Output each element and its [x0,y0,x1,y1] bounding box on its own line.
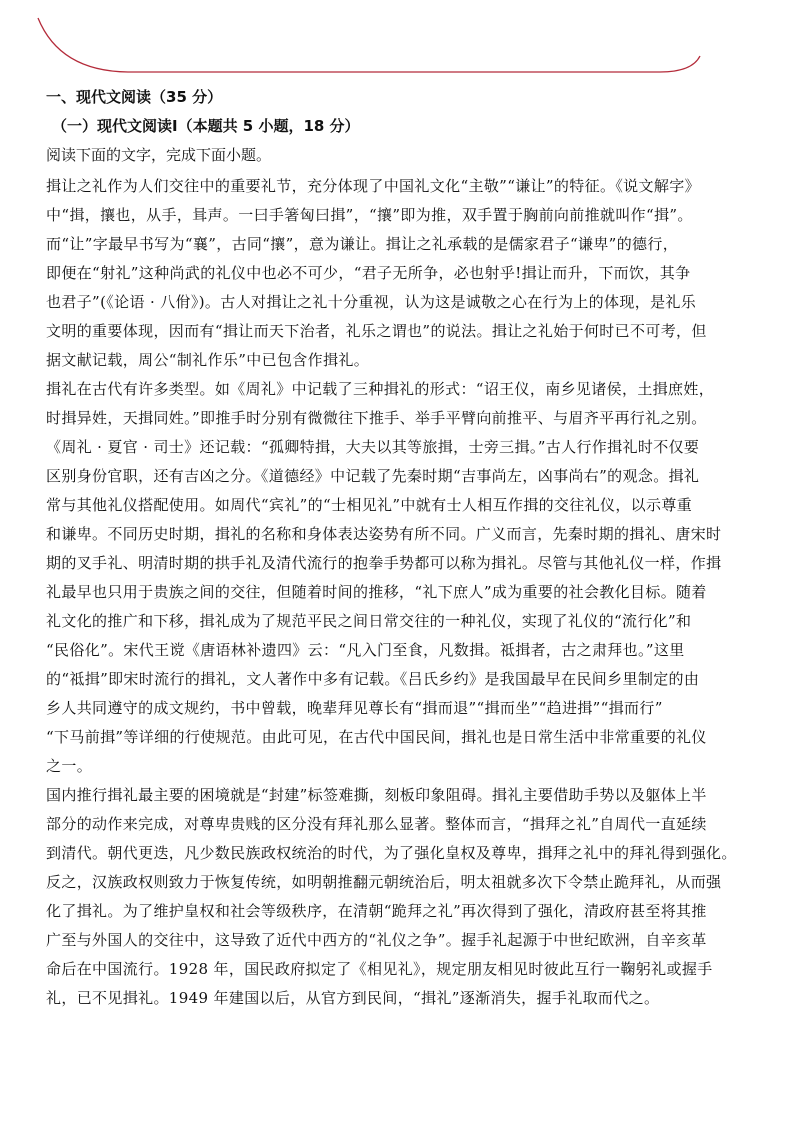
paragraph-line: 乡人共同遵守的成文规约，书中曾载，晚辈拜见尊长有“揖而退”“揖而坐”“趋进揖”“揖而行” [46,699,663,717]
header-decorative-curve [0,0,794,80]
paragraph-line: 之一。 [46,757,93,775]
paragraph-line: 和谦卑。不同历史时期，揖礼的名称和身体表达姿势有所不同。广义而言，先秦时期的揖礼、唐宋时 [46,525,722,543]
paragraph-line: 礼最早也只用于贵族之间的交往，但随着时间的推移，“礼下庶人”成为重要的社会教化目标。随着 [46,583,707,601]
paragraph-line: 期的叉手礼、明清时期的拱手礼及清代流行的抱拳手势都可以称为揖礼。尽管与其他礼仪一样，作揖 [46,554,722,572]
paragraph-line: 的“祗揖”即宋时流行的揖礼，文人著作中多有记载。《吕氏乡约》是我国最早在民间乡里制定的由 [46,670,700,688]
paragraph-line: 礼文化的推广和下移，揖礼成为了规范平民之间日常交往的一种礼仪，实现了礼仪的“流行化”和 [46,612,692,630]
paragraph-2 [46,375,776,781]
paragraph-3 [46,781,776,1013]
paragraph-line: 中“揖，攘也，从手，咠声。一曰手箸匈曰揖”，“攘”即为推，双手置于胸前向前推就叫作“揖”。 [46,206,693,224]
paragraph-line: 常与其他礼仪搭配使用。如周代“宾礼”的“士相见礼”中就有士人相互作揖的交往礼仪，以示尊重 [46,496,693,514]
paragraph-line: 揖礼在古代有许多类型。如《周礼》中记载了三种揖礼的形式：“诏王仪，南乡见诸侯，土揖庶姓， [46,380,715,398]
paragraph-line: 《周礼 · 夏官 · 司士》还记载：“孤卿特揖，大夫以其等旅揖，士旁三揖。”古人行作揖礼时不仅要 [46,438,700,456]
paragraph-line: 部分的动作来完成，对尊卑贵贱的区分没有拜礼那么显著。整体而言，“揖拜之礼”自周代一直延续 [46,815,707,833]
paragraph-line: 据文献记载，周公“制礼作乐”中已包含作揖礼。 [46,351,370,369]
paragraph-line: 国内推行揖礼最主要的困境就是“封建”标签难撕，刻板印象阻碍。揖礼主要借助手势以及躯体上半 [46,786,707,804]
paragraph-line: 区别身份官职，还有吉凶之分。《道德经》中记载了先秦时期“吉事尚左，凶事尚右”的观念。揖礼 [46,467,700,485]
paragraph-line: 化了揖礼。为了维护皇权和社会等级秩序，在清朝“跪拜之礼”再次得到了强化，清政府甚至将其推 [46,902,707,920]
paragraph-line: 到清代。朝代更迭，凡少数民族政权统治的时代，为了强化皇权及尊卑，揖拜之礼中的拜礼得到强化。 [46,844,737,862]
paragraph-line: 文明的重要体现，因而有“揖让而天下治者，礼乐之谓也”的说法。揖让之礼始于何时已不可考，但 [46,322,707,340]
sub-title: （一）现代文阅读Ⅰ（本题共 5 小题，18 分） [52,117,360,135]
paragraph-1 [46,172,776,375]
paragraph-line: “下马前揖”等详细的行使规范。由此可见，在古代中国民间，揖礼也是日常生活中非常重要的礼仪 [46,728,707,746]
paragraph-line: 反之，汉族政权则致力于恢复传统，如明朝推翻元朝统治后，明太祖就多次下令禁止跪拜礼，从而强 [46,873,722,891]
paragraph-line: 命后在中国流行。1928 年，国民政府拟定了《相见礼》，规定朋友相见时彼此互行一鞠躬礼或握手 [46,960,713,978]
paragraph-line: 而“让”字最早书写为“襄”，古同“攘”，意为谦让。揖让之礼承载的是儒家君子“谦卑”的德行， [46,235,679,253]
reading-instruction: 阅读下面的文字，完成下面小题。 [46,146,272,164]
document-body [46,86,776,1013]
paragraph-line: 也君子”(《论语 · 八佾》)。古人对揖让之礼十分重视，认为这是诚敬之心在行为上的体现，是礼乐 [46,293,697,311]
section-title: 一、现代文阅读（35 分） [46,88,223,106]
paragraph-line: 揖让之礼作为人们交往中的重要礼节，充分体现了中国礼文化“主敬”“谦让”的特征。《说文解字》 [46,177,700,195]
paragraph-line: 即便在“射礼”这种尚武的礼仪中也必不可少，“君子无所争，必也射乎!揖让而升，下而饮，其争 [46,264,691,282]
paragraph-line: 礼，已不见揖礼。1949 年建国以后，从官方到民间，“揖礼”逐渐消失，握手礼取而代之。 [46,989,660,1007]
paragraph-line: 广至与外国人的交往中，这导致了近代中西方的“礼仪之争”。握手礼起源于中世纪欧洲，自辛亥革 [46,931,707,949]
header-curve-line [38,18,700,72]
paragraph-line: “民俗化”。宋代王谠《唐语林补遗四》云：“凡入门至食，凡数揖。祗揖者，古之肃拜也。”这里 [46,641,685,659]
paragraph-line: 时揖异姓，天揖同姓。”即推手时分别有微微往下推手、举手平臂向前推平、与眉齐平再行礼之别。 [46,409,707,427]
